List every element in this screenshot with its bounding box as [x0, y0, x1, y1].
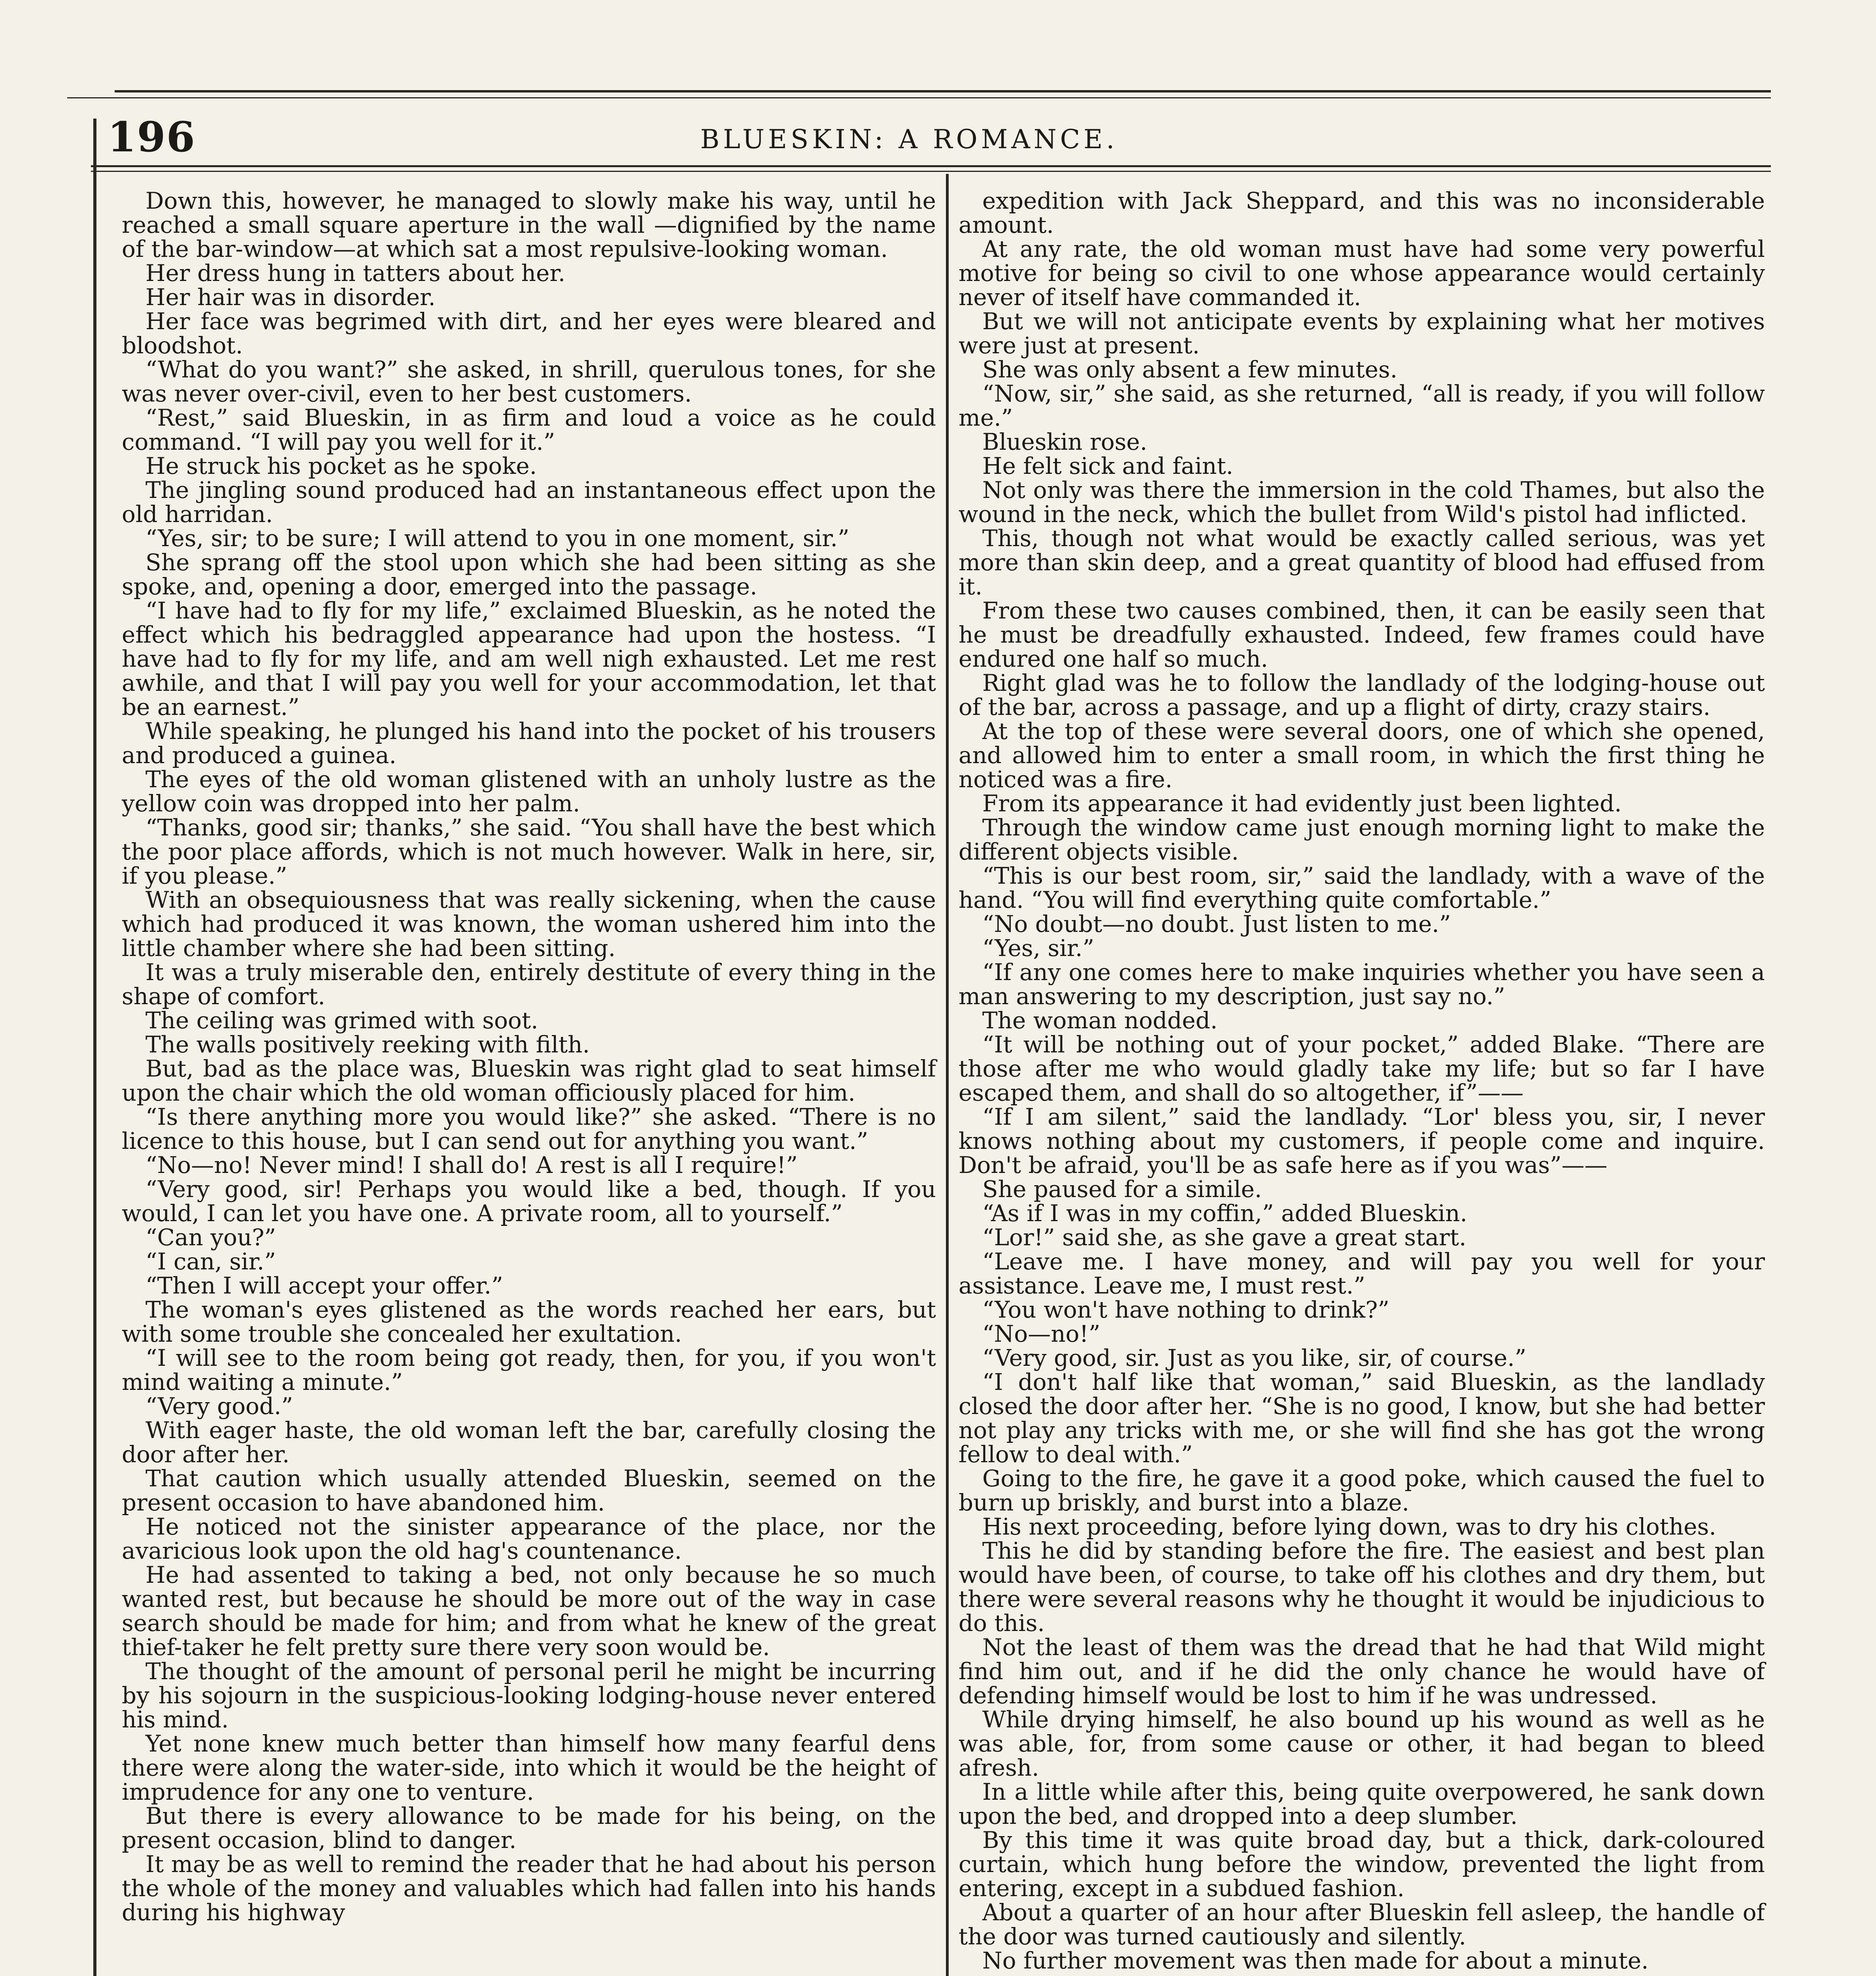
paragraph: “Yes, sir.”	[982, 935, 1095, 962]
paragraph: “Lor!” said she, as she gave a great start.	[982, 1224, 1466, 1251]
paragraph: From its appearance it had evidently just been lighted.	[982, 790, 1622, 817]
paragraph: “If I am silent,” said the landlady. “Lor' bless you, sir, I never knows nothing about my customers, if people come and inquire. Don't be afraid, you'll be as safe here as if you was”——	[959, 1103, 1765, 1178]
paragraph: “Yes, sir; to be sure; I will attend to you in one moment, sir.”	[145, 525, 849, 552]
paragraph: “I don't half like that woman,” said Blueskin, as the landlady closed the door after her. “She is no good, I know, but she had better not play any tricks with me, or she will find she has got the wrong fellow to deal with.”	[959, 1369, 1765, 1468]
paragraph: “Very good, sir! Perhaps you would like a bed, though. If you would, I can let you have one. A private room, all to yourself.”	[122, 1176, 936, 1227]
paragraph: The walls positively reeking with filth.	[145, 1031, 590, 1058]
paragraph: That caution which usually attended Blueskin, seemed on the present occasion to have abandoned him.	[122, 1465, 936, 1516]
paragraph: From these two causes combined, then, it can be easily seen that he must be dreadfully exhausted. Indeed, few frames could have endured one half so much.	[959, 597, 1765, 672]
paragraph: “Then I will accept your offer.”	[145, 1272, 503, 1299]
paragraph: “No doubt—no doubt. Just listen to me.”	[982, 911, 1451, 937]
paragraph: She was only absent a few minutes.	[982, 356, 1398, 383]
paragraph: “Is there anything more you would like?” she asked. “There is no licence to this house, but I can send out for anything you want.”	[122, 1103, 936, 1154]
paragraph: “As if I was in my coffin,” added Blueskin.	[982, 1200, 1467, 1227]
paragraph: He had assented to taking a bed, not only because he so much wanted rest, but because he should be more out of the way in case search should be made for him; and from what he knew of the great thief-taker he felt pretty sure there very soon would be.	[122, 1561, 936, 1661]
paragraph: Not only was there the immersion in the cold Thames, but also the wound in the neck, which the bullet from Wild's pistol had inflicted.	[959, 477, 1765, 528]
right-text-column	[959, 189, 1765, 1976]
paragraph: “It will be nothing out of your pocket,” added Blake. “There are those after me who would gladly take my life; but so far I have escaped them, and shall do so altogether, if”——	[959, 1031, 1765, 1106]
paragraph: It was a truly miserable den, entirely destitute of every thing in the shape of comfort.	[122, 959, 936, 1010]
paragraph: At any rate, the old woman must have had some very powerful motive for being so civil to one whose appearance would certainly never of itself have commanded it.	[959, 236, 1765, 311]
page-left-border	[93, 119, 96, 1976]
paragraph: “Can you?”	[145, 1224, 276, 1251]
left-text-column	[122, 189, 936, 1976]
paragraph: With eager haste, the old woman left the bar, carefully closing the door after her.	[122, 1417, 936, 1468]
paragraph: “Very good.”	[145, 1393, 293, 1420]
top-rule	[115, 90, 1771, 92]
header-rule-secondary	[91, 171, 1771, 172]
paragraph: “If any one comes here to make inquiries whether you have seen a man answering to my description, just say no.”	[959, 959, 1765, 1010]
paragraph: The woman nodded.	[982, 1007, 1218, 1034]
paragraph: Through the window came just enough morning light to make the different objects visible.	[959, 814, 1765, 865]
paragraph: He felt sick and faint.	[982, 453, 1233, 479]
paragraph: “Thanks, good sir; thanks,” she said. “You shall have the best which the poor place affords, which is not much however. Walk in here, sir, if you please.”	[122, 814, 936, 889]
paragraph: He struck his pocket as he spoke.	[145, 453, 537, 479]
paragraph: About a quarter of an hour after Blueskin fell asleep, the handle of the door was turned cautiously and silently.	[959, 1899, 1765, 1950]
paragraph: While drying himself, he also bound up his wound as well as he was able, for, from some cause or other, it had began to bleed afresh.	[959, 1706, 1765, 1781]
paragraph: expedition with Jack Sheppard, and this was no inconsiderable amount.	[959, 187, 1765, 238]
paragraph: The thought of the amount of personal peril he might be incurring by his sojourn in the suspicious-looking lodging-house never entered his mind.	[122, 1658, 936, 1733]
paragraph: The eyes of the old woman glistened with an unholy lustre as the yellow coin was dropped into her palm.	[122, 766, 936, 817]
paragraph: He noticed not the sinister appearance of the place, nor the avaricious look upon the old hag's countenance.	[122, 1513, 936, 1564]
paragraph: “Now, sir,” she said, as she returned, “all is ready, if you will follow me.”	[959, 380, 1765, 431]
paragraph: With an obsequiousness that was really sickening, when the cause which had produced it was known, the woman ushered him into the little chamber where she had been sitting.	[122, 886, 936, 962]
paragraph: But we will not anticipate events by explaining what her motives were just at present.	[959, 308, 1765, 359]
paragraph: By this time it was quite broad day, but a thick, dark-coloured curtain, which hung before the window, prevented the light from entering, except in a subdued fashion.	[959, 1827, 1765, 1902]
paragraph: The jingling sound produced had an instantaneous effect upon the old harridan.	[122, 477, 936, 528]
paragraph: She sprang off the stool upon which she had been sitting as she spoke, and, opening a door, emerged into the passage.	[122, 549, 936, 600]
paragraph: At the top of these were several doors, one of which she opened, and allowed him to enter a small room, in which the first thing he noticed was a fire.	[959, 718, 1765, 793]
paragraph: No further movement was then made for about a minute.	[982, 1947, 1649, 1974]
paragraph: She paused for a simile.	[982, 1176, 1262, 1203]
paragraph: The ceiling was grimed with soot.	[145, 1007, 538, 1034]
paragraph: While speaking, he plunged his hand into the pocket of his trousers and produced a guinea.	[122, 718, 936, 769]
paragraph: This, though not what would be exactly called serious, was yet more than skin deep, and a great quantity of blood had effused from it.	[959, 525, 1765, 600]
page-number: 196	[108, 113, 196, 161]
paragraph: “This is our best room, sir,” said the landlady, with a wave of the hand. “You will find everything quite comfortable.”	[959, 862, 1765, 913]
paragraph: “I will see to the room being got ready, then, for you, if you won't mind waiting a minute.”	[122, 1344, 936, 1395]
paragraph: “What do you want?” she asked, in shrill, querulous tones, for she was never over-civil, even to her best customers.	[122, 356, 936, 407]
paragraph: Her dress hung in tatters about her.	[145, 260, 566, 287]
paragraph: “No—no! Never mind! I shall do! A rest is all I require!”	[145, 1152, 798, 1178]
paragraph: “Leave me. I have money, and will pay you well for your assistance. Leave me, I must rest.”	[959, 1248, 1765, 1299]
paragraph: “No—no!”	[982, 1320, 1100, 1347]
paragraph: This he did by standing before the fire. The easiest and best plan would have been, of course, to take off his clothes and dry them, but there were several reasons why he thought it would be injudicious to do this.	[959, 1537, 1765, 1637]
paragraph: “Very good, sir. Just as you like, sir, of course.”	[982, 1344, 1527, 1371]
running-title: BLUESKIN: A ROMANCE.	[700, 124, 1118, 155]
paragraph: Not the least of them was the dread that he had that Wild might find him out, and if he did the only chance he would have of defending himself would be lost to him if he was undressed.	[959, 1634, 1765, 1709]
paragraph: It may be as well to remind the reader that he had about his person the whole of the money and valuables which had fallen into his hands during his highway	[122, 1851, 936, 1926]
paragraph: Her hair was in disorder.	[145, 284, 436, 311]
paragraph: Blueskin rose.	[982, 428, 1147, 455]
paragraph: “You won't have nothing to drink?”	[982, 1296, 1390, 1323]
paragraph: In a little while after this, being quite overpowered, he sank down upon the bed, and dropped into a deep slumber.	[959, 1778, 1765, 1829]
paragraph: “I can, sir.”	[145, 1248, 276, 1275]
paragraph: Going to the fire, he gave it a good poke, which caused the fuel to burn up briskly, and burst into a blaze.	[959, 1465, 1765, 1516]
paragraph: His next proceeding, before lying down, was to dry his clothes.	[982, 1513, 1716, 1540]
paragraph: Yet none knew much better than himself how many fearful dens there were along the water-side, into which it would be the height of imprudence for any one to venture.	[122, 1730, 936, 1805]
paragraph: Her face was begrimed with dirt, and her eyes were bleared and bloodshot.	[122, 308, 936, 359]
header-rule	[91, 165, 1771, 167]
column-divider	[946, 174, 949, 1976]
paragraph: “I have had to fly for my life,” exclaimed Blueskin, as he noted the effect which his bedraggled appearance had upon the hostess. “I have had to fly for my life, and am well nigh exhausted. Let me rest awhile, and that I will pay you well for your accommodation, let that be an earnest.”	[122, 597, 936, 720]
paragraph: Down this, however, he managed to slowly make his way, until he reached a small square aperture in the wall —dignified by the name of the bar-window—at which sat a most repulsive-looking woman.	[122, 187, 936, 262]
paragraph: But there is every allowance to be made for his being, on the present occasion, blind to danger.	[122, 1803, 936, 1853]
paragraph: But, bad as the place was, Blueskin was right glad to seat himself upon the chair which the old woman officiously placed for him.	[122, 1055, 936, 1106]
paragraph: Right glad was he to follow the landlady of the lodging-house out of the bar, across a passage, and up a flight of dirty, crazy stairs.	[959, 669, 1765, 720]
paragraph: The woman's eyes glistened as the words reached her ears, but with some trouble she concealed her exultation.	[122, 1296, 936, 1347]
top-thin-rule	[67, 97, 1771, 98]
paragraph: “Rest,” said Blueskin, in as firm and loud a voice as he could command. “I will pay you well for it.”	[122, 404, 936, 455]
